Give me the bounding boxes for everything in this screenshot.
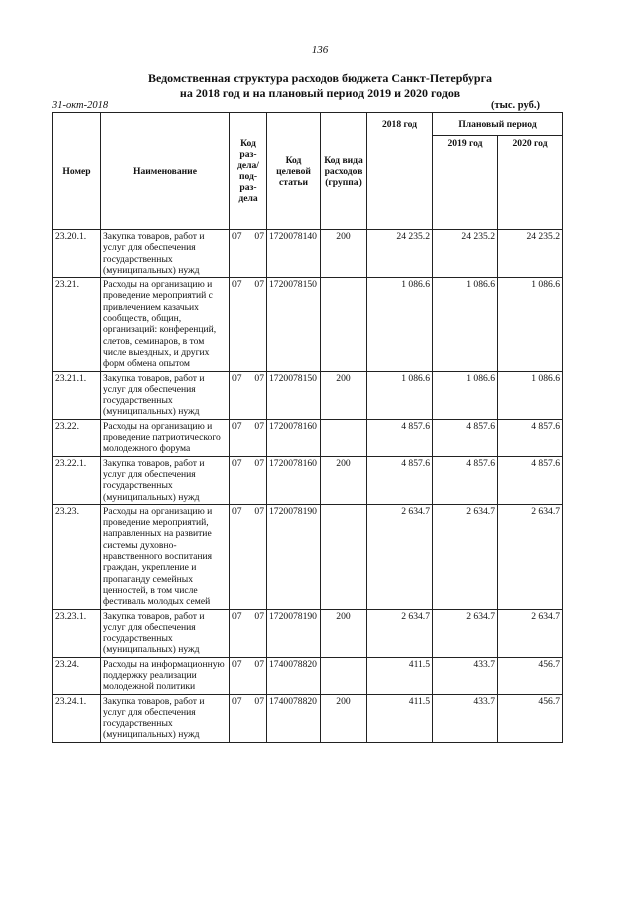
row-amount-2019: 1 086.6 [433,371,498,419]
subsection-code: 07 [254,372,264,384]
section-code: 07 [232,610,242,622]
row-target-code: 1720078150 [267,278,321,371]
row-expense-type: 200 [321,694,367,742]
row-amount-2019: 1 086.6 [433,278,498,371]
row-section-code [230,609,267,657]
header-name: Наименование [101,113,230,230]
subsection-code: 07 [254,457,264,469]
row-target-code: 1720078190 [267,504,321,609]
row-expense-type: 200 [321,609,367,657]
row-amount-2018: 1 086.6 [367,371,433,419]
row-amount-2020: 2 634.7 [498,609,563,657]
row-target-code: 1740078820 [267,694,321,742]
row-amount-2020: 456.7 [498,657,563,694]
row-section-code [230,694,267,742]
subsection-code: 07 [254,420,264,432]
table-row [53,609,563,657]
document-title [0,71,640,101]
row-number: 23.24. [53,657,101,694]
row-target-code: 1720078190 [267,609,321,657]
row-amount-2019: 433.7 [433,657,498,694]
header-2018: 2018 год [367,113,433,230]
row-expense-type: 200 [321,371,367,419]
row-number: 23.21.1. [53,371,101,419]
row-name: Расходы на организацию и проведение патриотического молодежного форума [101,419,230,456]
row-amount-2018: 2 634.7 [367,504,433,609]
row-amount-2018: 1 086.6 [367,278,433,371]
header-2020: 2020 год [498,136,563,230]
subsection-code: 07 [254,231,264,242]
table-row [53,504,563,609]
row-expense-type: 200 [321,456,367,504]
header-target-code: Код целевой статьи [267,113,321,230]
budget-table-body [53,230,563,743]
row-number: 23.22. [53,419,101,456]
row-amount-2020: 1 086.6 [498,278,563,371]
row-name: Расходы на организацию и проведение мероприятий, направленных на развитие системы духовно-нравственного воспитания граждан, укрепление и пропаганду семейных ценностей, в том числе фестиваль молодых семей [101,504,230,609]
row-section-code [230,504,267,609]
report-date: 31-окт-2018 [52,100,109,111]
subsection-code: 07 [254,279,264,291]
header-expense-type-code: Код вида расходов (группа) [321,113,367,230]
row-expense-type [321,657,367,694]
row-section-code [230,419,267,456]
header-section-code: Код раз-дела/ под-раз-дела [230,113,267,230]
row-amount-2018: 4 857.6 [367,456,433,504]
table-row [53,456,563,504]
row-amount-2019: 2 634.7 [433,609,498,657]
table-row [53,278,563,371]
section-code: 07 [232,695,242,707]
row-number: 23.23. [53,504,101,609]
row-name: Расходы на организацию и проведение мероприятий с привлечением казачьих сообществ, общин, организаций: конференций, слетов, семинаров, в том числе выездных, и других форм обмена опытом [101,278,230,371]
row-expense-type [321,419,367,456]
row-number: 23.22.1. [53,456,101,504]
units-label: (тыс. руб.) [491,100,540,111]
row-expense-type: 200 [321,230,367,278]
row-number: 23.20.1. [53,230,101,278]
row-amount-2018: 411.5 [367,694,433,742]
row-number: 23.24.1. [53,694,101,742]
row-amount-2018: 411.5 [367,657,433,694]
table-row [53,230,563,278]
budget-table [52,112,563,743]
row-amount-2019: 433.7 [433,694,498,742]
row-amount-2020: 456.7 [498,694,563,742]
row-target-code: 1720078160 [267,419,321,456]
section-code: 07 [232,505,242,517]
row-target-code: 1720078160 [267,456,321,504]
page-number: 136 [311,44,329,56]
row-name: Закупка товаров, работ и услуг для обеспечения государственных (муниципальных) нужд [101,694,230,742]
row-name: Закупка товаров, работ и услуг для обеспечения государственных (муниципальных) нужд [101,371,230,419]
subsection-code: 07 [254,658,264,670]
row-number: 23.21. [53,278,101,371]
section-code: 07 [232,231,242,242]
section-code: 07 [232,372,242,384]
row-amount-2020: 24 235.2 [498,230,563,278]
row-section-code [230,456,267,504]
row-target-code: 1740078820 [267,657,321,694]
row-amount-2019: 2 634.7 [433,504,498,609]
header-2019: 2019 год [433,136,498,230]
header-planned-period: Плановый период [433,113,563,136]
row-expense-type [321,504,367,609]
row-amount-2020: 4 857.6 [498,419,563,456]
title-line-2: на 2018 год и на плановый период 2019 и 2020 годов [179,86,461,100]
header-number: Номер [53,113,101,230]
row-amount-2018: 4 857.6 [367,419,433,456]
row-number: 23.23.1. [53,609,101,657]
row-target-code: 1720078150 [267,371,321,419]
subsection-code: 07 [254,695,264,707]
title-line-1: Ведомственная структура расходов бюджета Санкт-Петербурга [147,71,493,85]
row-amount-2020: 1 086.6 [498,371,563,419]
row-name: Закупка товаров, работ и услуг для обеспечения государственных (муниципальных) нужд [101,609,230,657]
row-section-code [230,230,267,278]
row-amount-2020: 2 634.7 [498,504,563,609]
section-code: 07 [232,420,242,432]
row-amount-2019: 4 857.6 [433,419,498,456]
row-section-code [230,278,267,371]
row-amount-2018: 24 235.2 [367,230,433,278]
row-name: Расходы на информационную поддержку реализации молодежной политики [101,657,230,694]
row-amount-2018: 2 634.7 [367,609,433,657]
section-code: 07 [232,658,242,670]
row-target-code: 1720078140 [267,230,321,278]
row-section-code [230,657,267,694]
row-amount-2020: 4 857.6 [498,456,563,504]
table-row [53,657,563,694]
table-row [53,694,563,742]
row-amount-2019: 4 857.6 [433,456,498,504]
table-row [53,419,563,456]
row-name: Закупка товаров, работ и услуг для обеспечения государственных (муниципальных) нужд [101,230,230,278]
row-expense-type [321,278,367,371]
section-code: 07 [232,457,242,469]
subsection-code: 07 [254,610,264,622]
row-amount-2019: 24 235.2 [433,230,498,278]
table-row [53,371,563,419]
subsection-code: 07 [254,505,264,517]
row-section-code [230,371,267,419]
row-name: Закупка товаров, работ и услуг для обеспечения государственных (муниципальных) нужд [101,456,230,504]
section-code: 07 [232,279,242,291]
